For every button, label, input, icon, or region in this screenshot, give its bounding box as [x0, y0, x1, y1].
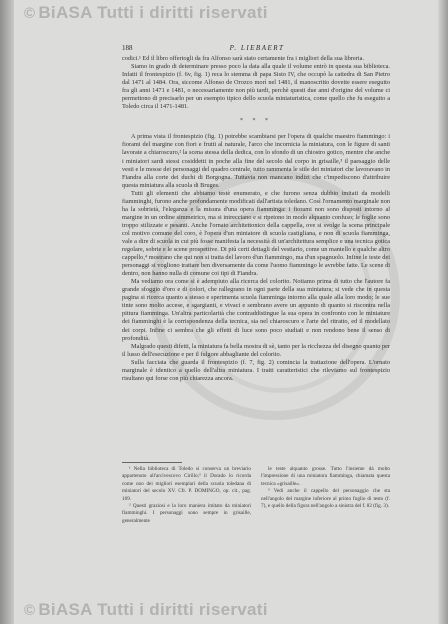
page-edge-shadow-right: [438, 0, 448, 624]
paragraph: codici.¹ Ed il libro offertogli da fra Alfonso sarà stato certamente fra i migliori della sua libreria.: [122, 55, 365, 62]
watermark-text: BiASA Tutti i diritti riservati: [38, 600, 268, 619]
watermark-bottom: [24, 600, 434, 620]
running-head: P. LIEBAERT: [229, 44, 285, 52]
footnotes: [122, 466, 390, 525]
page-number: 188: [122, 44, 133, 52]
copyright-icon: ©: [24, 602, 36, 619]
paragraph: A prima vista il frontespizio (fig. 1) potrebbe scambiarsi per l'opera di qualche maestro fiammingo: i fiorami del margine con fiori e frutti al naturale, l'arco che incornicia la miniatura, con le figure di santi lavorate a chiaroscuro,² la scena stessa della dedica, con lo sfondo di un chiostro gotico, mentre che anche i miniatori sardi stessi cosiddetti in poche alla fine del secolo dal corpo in grisaille,³ il paesaggio delle vesti e le mosse dei personaggi del quadro centrale, tutto rammenta le stile dei miniatori che lavoravano in Fiandra alla corte dei duchi di Borgogna. Tuttavia non mancano indizi che c'impediscono d'attribuire questa miniatura alla scuola di Bruges.: [122, 133, 390, 189]
paragraph: Malgrado questi difetti, la miniatura fa bella mostra di sè, tanto per la ricchezza del disegno quanto per il lusso dell'esecuzione e per il fulgore abbagliante del colorito.: [122, 342, 390, 358]
paragraph: Sulla facciata che guarda il frontespizio (f. 7, fig. 2) comincia la trattazione dell'opera. L'ornato marginale è identico a quello dell'altra miniatura. I tratti caratteristici che rileviamo sul frontespizio risultano qui forse con più chiarezza ancora.: [122, 358, 390, 382]
footnote-column-left: [122, 466, 251, 525]
footnote: ¹ Nella biblioteca di Toledo si conserva un breviario appartenuto all'arcivescovo Cirillo;³ il Dorado lo ricorda come uno dei migliori esemplari della scuola toledana di miniatori del secolo XV. Cfr. P. DOMINGO, op. cit., pag. 169.: [122, 466, 251, 502]
section-divider-stars: * * *: [240, 118, 272, 125]
paragraph: Tutti gli elementi che abbiamo testè enumerato, e che furono senza dubbio imitati da modelli fiamminghi, furono anche profondamente modificati dall'artista toledano. Così l'ornamento marginale non ha la sobrietà, l'eleganza e la misura d'una opera fiamminga: i fiorami non sono disposti intorno al margine in un ordine simmetrico, ma si intrecciano e si ripetono in modo alquanto confuso; le foglie sono troppo stilizzate e pesanti. Anche l'ornato architettonico della cappella, ove si svolge la scena principale col motivo comune del coro, è l'opera d'un miniatore di scuola castigliana, e non di scuola fiamminga, vale a dire di scuola in cui più fosse manifesta la necessità di un'architettura semplice e una tecnica gotica regolare, sobrie e le scene prospettive. Di più certi dettagli del vestiario, come un mantello e qualche altro cappello,⁴ mostrano che qui non si tratta del lavoro d'un fiammingo, ma d'un spagnuolo. Infine le teste dei personaggi si vogliono trattare ben diversamente da come l'uomo fiammingo le avrebbe fatte. Le scene di dentro, non hanno nulla di comune coi tipi di Fiandra.: [122, 189, 390, 278]
paragraph: Ma vediamo ora come si è adempiuto alla ricerca del colorito. Notiamo prima di tutto che l'autore fa grande sfoggio d'oro e di colori, che rallegrano in ogni parte della sua miniatura; si vede che in questa pagina si ricerca quanto a stesso e sperimenta scuola fiamminga intorno alla quale alla loro modo; le sue tinte sono molto accese, e sgargianti, e vivaci e sembrano avere un appunto di quanto si riscontra nella pittura fiamminga. Un'altra particolarità che contraddistingue la sua opera in confronto con le miniature dei fiamminghi è la corrispondenza della tecnica, sia nel chiaroscuro e l'arte del ritratto, ed il modellato dei corpi. Infine ci sembra che gli effetti di luce sono poco studiati e non rendono bene il senso di profondità.: [122, 278, 390, 342]
watermark-top: [24, 3, 434, 23]
footnote: le teste alquanto grosse. Tutto l'insieme dà molto l'impressione di una miniatura fiamminga, chiamata questa tecnica «grisaille».: [261, 466, 390, 487]
footnote-separator: [122, 462, 182, 463]
paragraph: Siamo in grado di determinare presso poco la data alla quale il volume entrò in questa sua biblioteca. Infatti il frontespizio (f. 6v, fig. 1) reca lo stemma di papa Sisto IV, che occupò la cattedra di San Pietro dal 1471 al 1484. Ora, siccome Alfonso de Orozco morì nel 1481, il manoscritto dovette essere eseguito fra gli anni 1471 e 1481, o necessariamente non più tardi, perchè questi due anni d'origine del volume ci permettono di precisarlo per un esempio tipico dello scuola miniaturistica, come quello che fu eseguito a Toledo circa il 1471-1481.: [122, 63, 390, 111]
footnote: ² Questi graziosi e la loro maniera imitato da miniatori fiamminghi. I personaggi sono sempre in grisaille, generalmente: [122, 503, 251, 524]
footnote-column-right: [261, 466, 390, 525]
copyright-icon: ©: [24, 5, 36, 22]
watermark-text: BiASA Tutti i diritti riservati: [38, 3, 268, 22]
footnote: ³ Vedi anche il cappello del personaggio che sta nell'angolo del margine inferiore al primo foglio di testo (f. 7), e quello della figura nell'angolo a sinistra del f. 82 (fig. 3).: [261, 488, 390, 510]
page-edge-shadow-left: [0, 0, 14, 624]
body-text: [122, 55, 390, 383]
